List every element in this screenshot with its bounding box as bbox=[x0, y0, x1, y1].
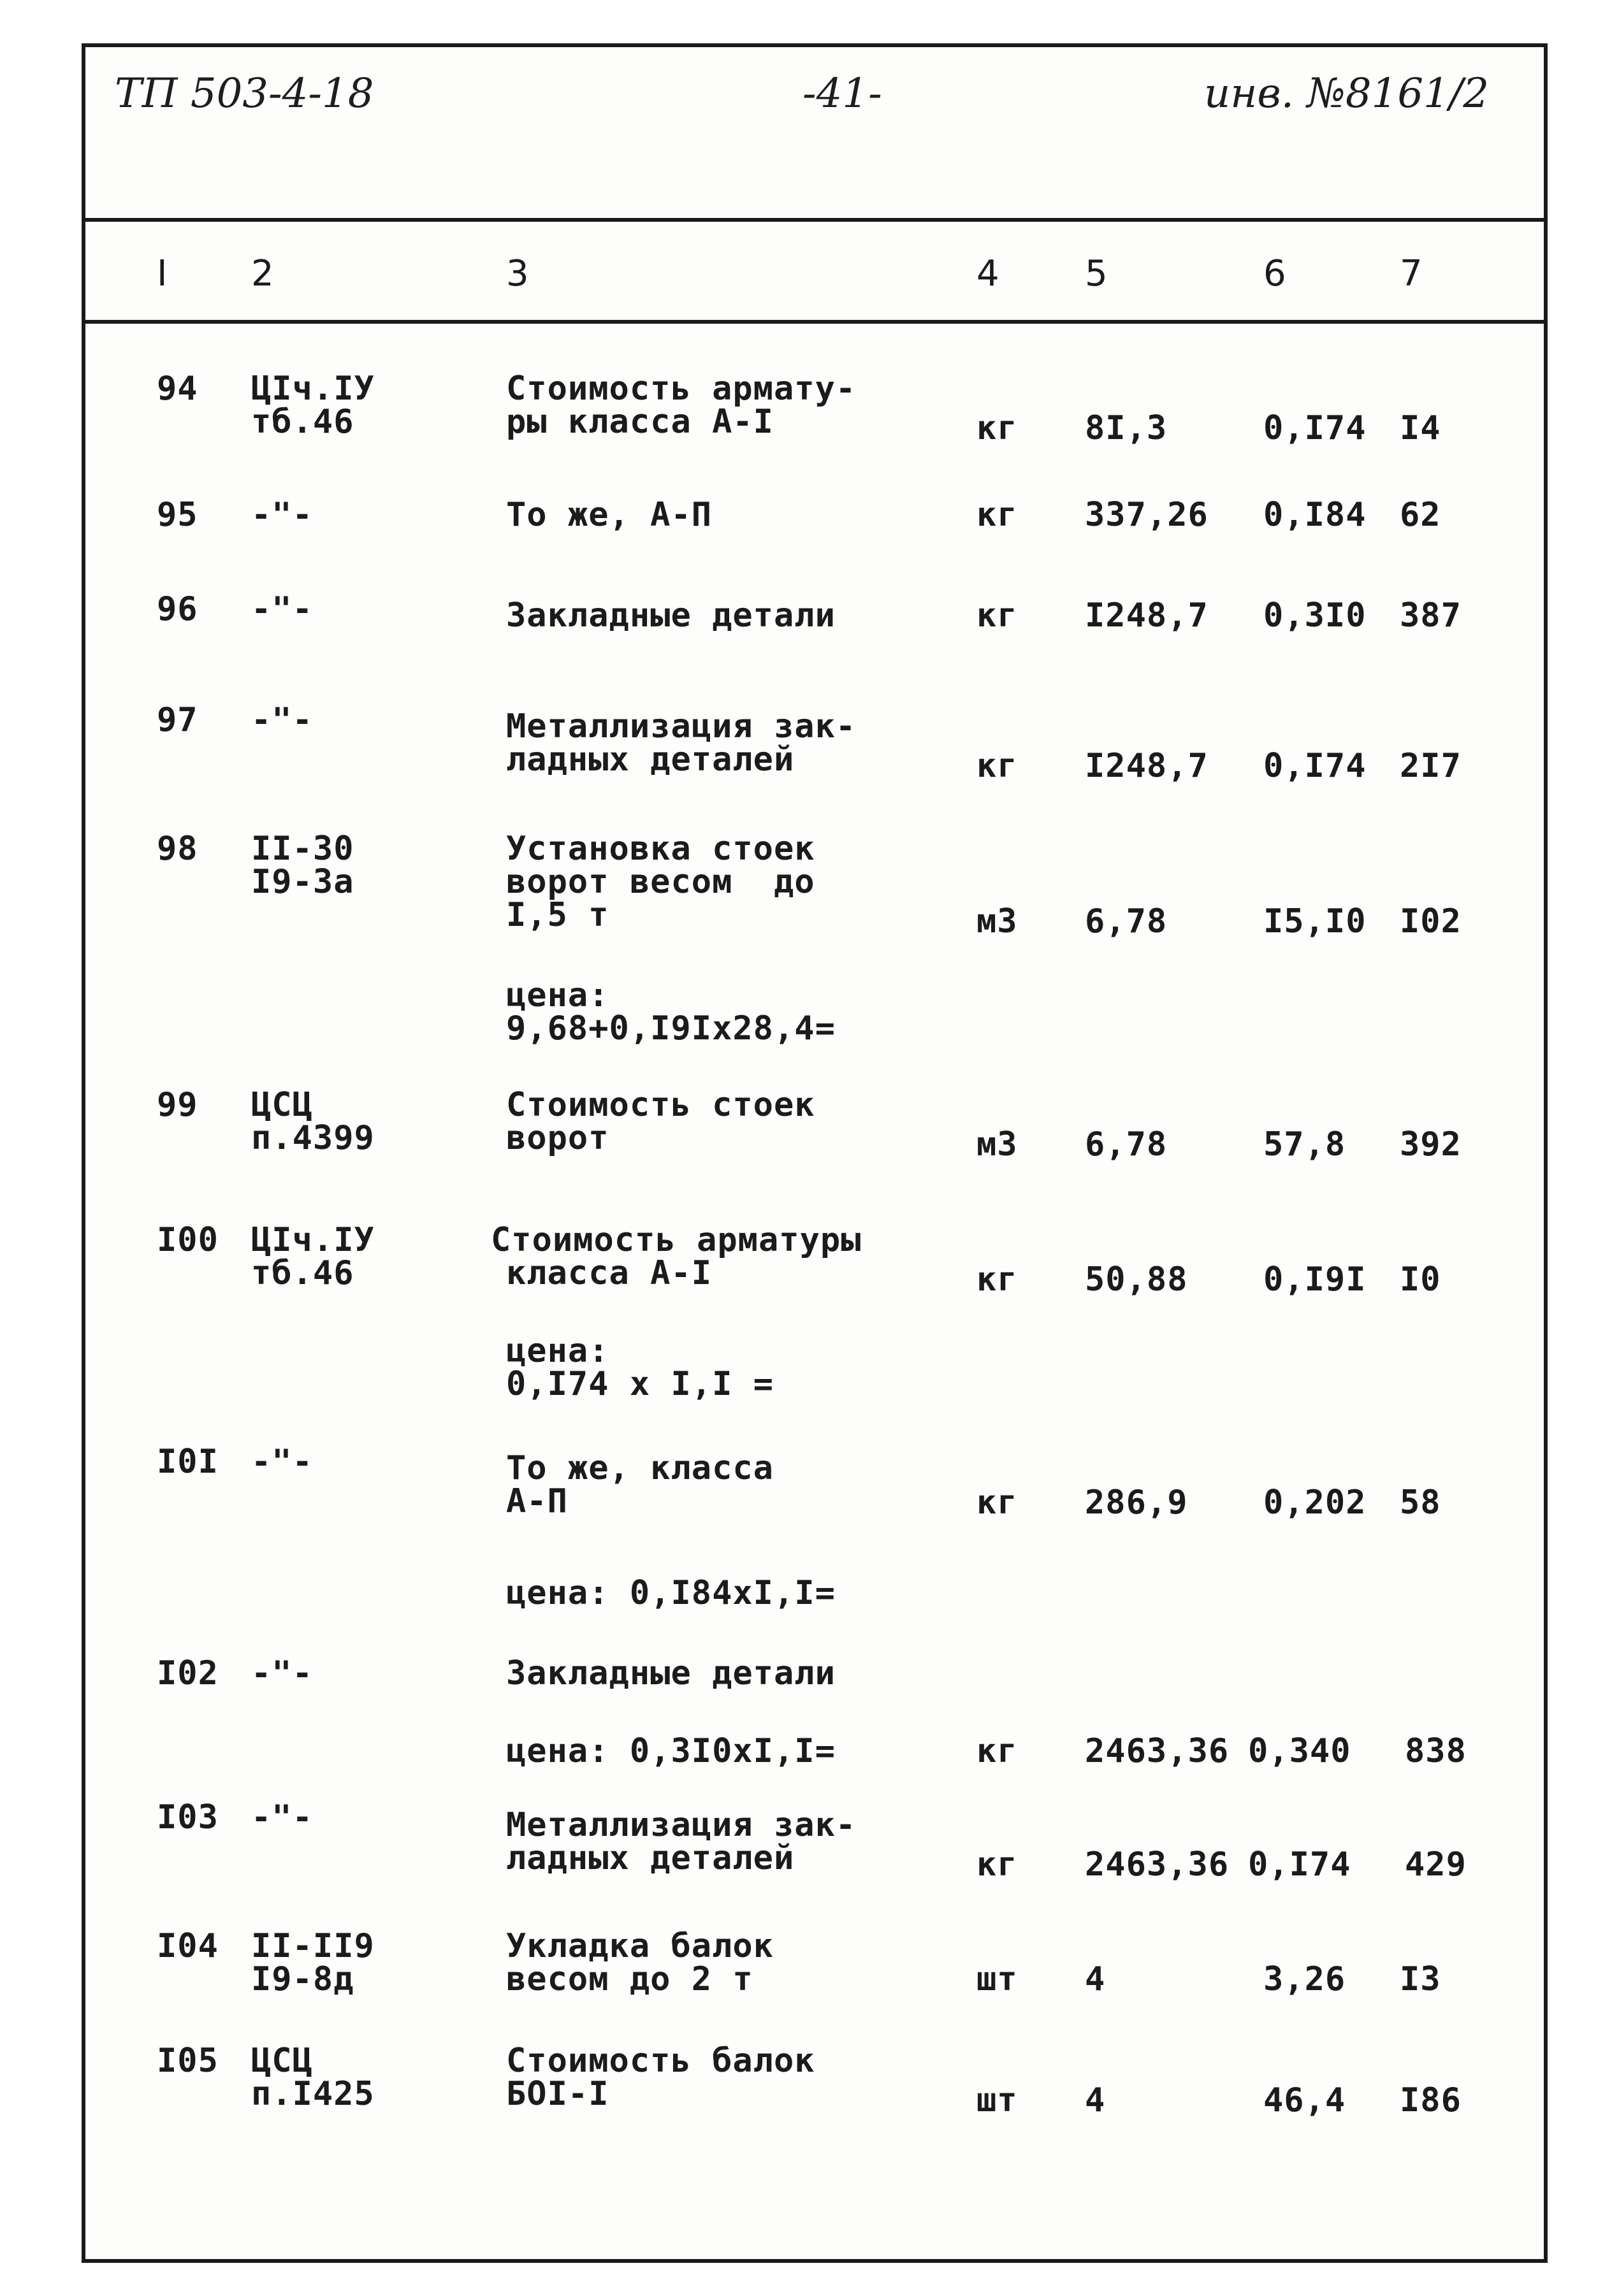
work-description: Установка стоек bbox=[506, 830, 815, 868]
work-description: Металлизация зак- bbox=[506, 707, 857, 746]
quantity: 4 bbox=[1085, 1960, 1106, 1998]
norm-reference: I9-3а bbox=[251, 863, 354, 901]
work-description: Стоимость стоек bbox=[506, 1086, 815, 1124]
norm-reference: I9-8д bbox=[251, 1960, 354, 1998]
unit-price: 0,I74 bbox=[1248, 1845, 1351, 1884]
work-description: ры класса А-I bbox=[506, 403, 774, 441]
total-cost: 58 bbox=[1400, 1484, 1441, 1522]
total-cost: I0 bbox=[1400, 1260, 1441, 1299]
unit: шт bbox=[976, 2081, 1018, 2119]
unit-price: 0,340 bbox=[1248, 1732, 1351, 1770]
work-description: А-П bbox=[506, 1482, 568, 1520]
norm-reference: п.4399 bbox=[251, 1119, 375, 1157]
document-sheet bbox=[82, 43, 1548, 2263]
work-description: БОI-I bbox=[506, 2075, 609, 2113]
work-description: ворот bbox=[506, 1119, 609, 1157]
norm-reference: п.I425 bbox=[251, 2075, 375, 2113]
row-number: I00 bbox=[157, 1221, 219, 1259]
unit-price: 0,I74 bbox=[1263, 747, 1367, 785]
quantity: 337,26 bbox=[1085, 496, 1209, 534]
work-description: весом до 2 т bbox=[506, 1960, 753, 1998]
norm-reference: ЦIч.IУ bbox=[251, 370, 375, 408]
unit-price: 0,I74 bbox=[1263, 409, 1367, 447]
doc-code: ТП 503-4-18 bbox=[115, 70, 374, 117]
price-note: цена: bbox=[506, 976, 609, 1014]
quantity: I248,7 bbox=[1085, 747, 1209, 785]
total-cost: I3 bbox=[1400, 1960, 1441, 1998]
total-cost: 429 bbox=[1405, 1845, 1467, 1884]
unit: м3 bbox=[976, 1125, 1018, 1164]
work-description: I,5 т bbox=[506, 896, 609, 934]
row-number: 95 bbox=[157, 496, 198, 534]
norm-reference: тб.46 bbox=[251, 1254, 354, 1292]
work-description: ладных деталей bbox=[506, 1839, 795, 1877]
work-description: Закладные детали bbox=[506, 1654, 836, 1693]
total-cost: 62 bbox=[1400, 496, 1441, 534]
row-number: I03 bbox=[157, 1798, 219, 1837]
quantity: 6,78 bbox=[1085, 1125, 1168, 1164]
row-number: 97 bbox=[157, 701, 198, 739]
unit-price: 0,3I0 bbox=[1263, 596, 1367, 635]
unit: м3 bbox=[976, 902, 1018, 941]
price-note: цена: bbox=[506, 1332, 609, 1370]
unit: кг bbox=[976, 1484, 1018, 1522]
norm-reference: -"- bbox=[251, 1798, 313, 1837]
norm-reference: ЦСЦ bbox=[251, 2042, 313, 2080]
unit: кг bbox=[976, 596, 1018, 635]
work-description: Стоимость балок bbox=[506, 2042, 815, 2080]
row-number: 99 bbox=[157, 1086, 198, 1124]
column-header-5: 5 bbox=[1085, 253, 1108, 294]
norm-reference: II-II9 bbox=[251, 1927, 375, 1965]
norm-reference: тб.46 bbox=[251, 403, 354, 441]
norm-reference: ЦIч.IУ bbox=[251, 1221, 375, 1259]
quantity: I248,7 bbox=[1085, 596, 1209, 635]
column-header-7: 7 bbox=[1400, 253, 1423, 294]
unit: кг bbox=[976, 1732, 1018, 1770]
total-cost: 387 bbox=[1400, 596, 1462, 635]
work-description: Стоимость арматуры bbox=[491, 1221, 862, 1259]
total-cost: 2I7 bbox=[1400, 747, 1462, 785]
unit-price: I5,I0 bbox=[1263, 902, 1367, 941]
total-cost: 392 bbox=[1400, 1125, 1462, 1164]
work-description: Укладка балок bbox=[506, 1927, 774, 1965]
row-number: I0I bbox=[157, 1443, 219, 1481]
norm-reference: -"- bbox=[251, 590, 313, 628]
row-number: 94 bbox=[157, 370, 198, 408]
work-description: То же, класса bbox=[506, 1449, 774, 1487]
inventory-number: инв. №8161/2 bbox=[1204, 70, 1490, 117]
work-description: Закладные детали bbox=[506, 596, 836, 635]
unit-price: 0,I9I bbox=[1263, 1260, 1367, 1299]
row-number: 98 bbox=[157, 830, 198, 868]
unit-price: 0,I84 bbox=[1263, 496, 1367, 534]
norm-reference: -"- bbox=[251, 496, 313, 534]
row-number: I05 bbox=[157, 2042, 219, 2080]
work-description: То же, А-П bbox=[506, 496, 713, 534]
column-header-1: I bbox=[157, 253, 168, 294]
quantity: 50,88 bbox=[1085, 1260, 1188, 1299]
unit: кг bbox=[976, 409, 1018, 447]
price-note: цена: 0,I84хI,I= bbox=[506, 1574, 836, 1612]
price-note: цена: 0,3I0хI,I= bbox=[506, 1732, 836, 1770]
quantity: 4 bbox=[1085, 2081, 1106, 2119]
row-number: 96 bbox=[157, 590, 198, 628]
unit: кг bbox=[976, 1260, 1018, 1299]
work-description: ладных деталей bbox=[506, 740, 795, 779]
quantity: 2463,36 bbox=[1085, 1845, 1230, 1884]
price-note: 9,68+0,I9Iх28,4= bbox=[506, 1009, 836, 1048]
total-cost: I02 bbox=[1400, 902, 1462, 941]
header-divider bbox=[85, 218, 1544, 222]
unit-price: 3,26 bbox=[1263, 1960, 1346, 1998]
column-header-4: 4 bbox=[976, 253, 1000, 294]
total-cost: I4 bbox=[1400, 409, 1441, 447]
norm-reference: ЦСЦ bbox=[251, 1086, 313, 1124]
column-header-divider bbox=[85, 320, 1544, 324]
row-number: I02 bbox=[157, 1654, 219, 1693]
quantity: 6,78 bbox=[1085, 902, 1168, 941]
unit: кг bbox=[976, 1845, 1018, 1884]
work-description: Стоимость армату- bbox=[506, 370, 857, 408]
unit: кг bbox=[976, 496, 1018, 534]
norm-reference: -"- bbox=[251, 1443, 313, 1481]
unit: кг bbox=[976, 747, 1018, 785]
page-number: -41- bbox=[802, 70, 882, 117]
work-description: класса А-I bbox=[506, 1254, 713, 1292]
column-header-2: 2 bbox=[251, 253, 275, 294]
unit-price: 46,4 bbox=[1263, 2081, 1346, 2119]
norm-reference: II-30 bbox=[251, 830, 354, 868]
row-number: I04 bbox=[157, 1927, 219, 1965]
unit: шт bbox=[976, 1960, 1018, 1998]
unit-price: 57,8 bbox=[1263, 1125, 1346, 1164]
price-note: 0,I74 х I,I = bbox=[506, 1365, 774, 1403]
total-cost: 838 bbox=[1405, 1732, 1467, 1770]
quantity: 8I,3 bbox=[1085, 409, 1168, 447]
quantity: 2463,36 bbox=[1085, 1732, 1230, 1770]
norm-reference: -"- bbox=[251, 701, 313, 739]
quantity: 286,9 bbox=[1085, 1484, 1188, 1522]
work-description: Металлизация зак- bbox=[506, 1806, 857, 1844]
norm-reference: -"- bbox=[251, 1654, 313, 1693]
unit-price: 0,202 bbox=[1263, 1484, 1367, 1522]
work-description: ворот весом до bbox=[506, 863, 815, 901]
column-header-3: 3 bbox=[506, 253, 530, 294]
total-cost: I86 bbox=[1400, 2081, 1462, 2119]
column-header-6: 6 bbox=[1263, 253, 1287, 294]
